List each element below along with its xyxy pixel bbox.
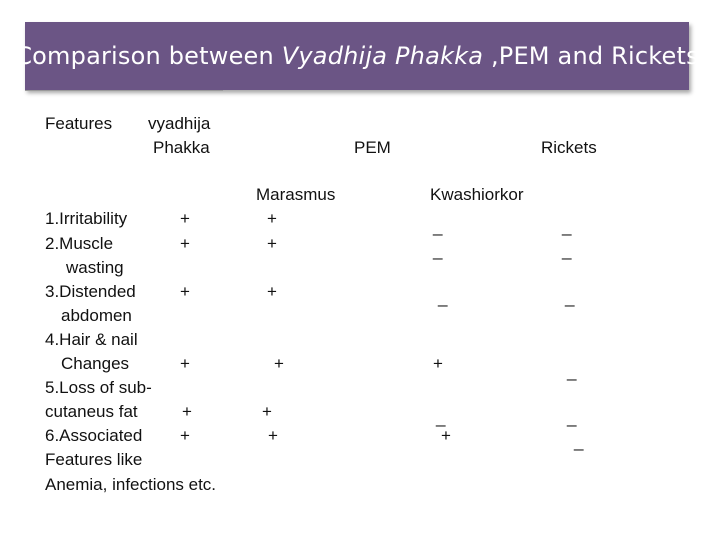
- slide-title: [15, 42, 699, 70]
- feature-line: Features like: [45, 450, 143, 469]
- vyadhija-mark: +: [180, 282, 190, 301]
- header-pem: PEM: [354, 138, 391, 157]
- marasmus-mark: +: [267, 234, 277, 253]
- header-vyadhija-line1: vyadhija: [148, 114, 211, 133]
- vyadhija-mark: +: [180, 426, 190, 445]
- header-kwashiorkor: Kwashiorkor: [430, 185, 524, 204]
- feature-line: cutaneus fat: [45, 402, 138, 421]
- title-bar: [15, 22, 699, 90]
- feature-line: 5.Loss of sub-: [45, 378, 152, 397]
- rickets-mark: _: [574, 432, 584, 451]
- marasmus-mark: +: [267, 209, 277, 228]
- marasmus-mark: +: [268, 426, 278, 445]
- rickets-mark: _: [562, 241, 572, 260]
- kwashiorkor-mark: _: [438, 288, 448, 307]
- vyadhija-mark: +: [180, 234, 190, 253]
- feature-line: Changes: [61, 354, 130, 373]
- title-italic: Vyadhija Phakka: [281, 42, 484, 70]
- marasmus-mark: +: [267, 282, 277, 301]
- rickets-mark: _: [567, 362, 577, 381]
- rickets-mark: _: [567, 408, 577, 427]
- marasmus-mark: +: [262, 402, 272, 421]
- feature-line: 1.Irritability: [45, 209, 128, 228]
- vyadhija-mark: +: [180, 209, 190, 228]
- rickets-mark: _: [565, 288, 575, 307]
- vyadhija-mark: +: [180, 354, 190, 373]
- marasmus-mark: +: [274, 354, 284, 373]
- kwashiorkor-mark: +: [433, 354, 443, 373]
- rickets-mark: _: [562, 217, 572, 236]
- feature-line: Anemia, infections etc.: [45, 475, 217, 494]
- feature-line: abdomen: [61, 306, 132, 325]
- title-prefix: Comparison between: [15, 42, 282, 70]
- title-suffix: ,PEM and Rickets: [483, 42, 699, 70]
- title-underline: [25, 90, 223, 91]
- feature-line: 2.Muscle: [45, 234, 114, 253]
- feature-line: 4.Hair & nail: [45, 330, 138, 349]
- kwashiorkor-mark: _: [433, 217, 443, 236]
- vyadhija-mark: +: [182, 402, 192, 421]
- kwashiorkor-mark: _: [433, 241, 443, 260]
- kwashiorkor-mark: +: [441, 426, 451, 445]
- header-vyadhija-line2: Phakka: [153, 138, 210, 157]
- header-features: Features: [45, 114, 113, 133]
- feature-line: wasting: [66, 258, 124, 277]
- feature-line: 6.Associated: [45, 426, 143, 445]
- header-rickets: Rickets: [541, 138, 597, 157]
- header-marasmus: Marasmus: [256, 185, 336, 204]
- feature-line: 3.Distended: [45, 282, 136, 301]
- kwashiorkor-mark: _: [436, 408, 446, 427]
